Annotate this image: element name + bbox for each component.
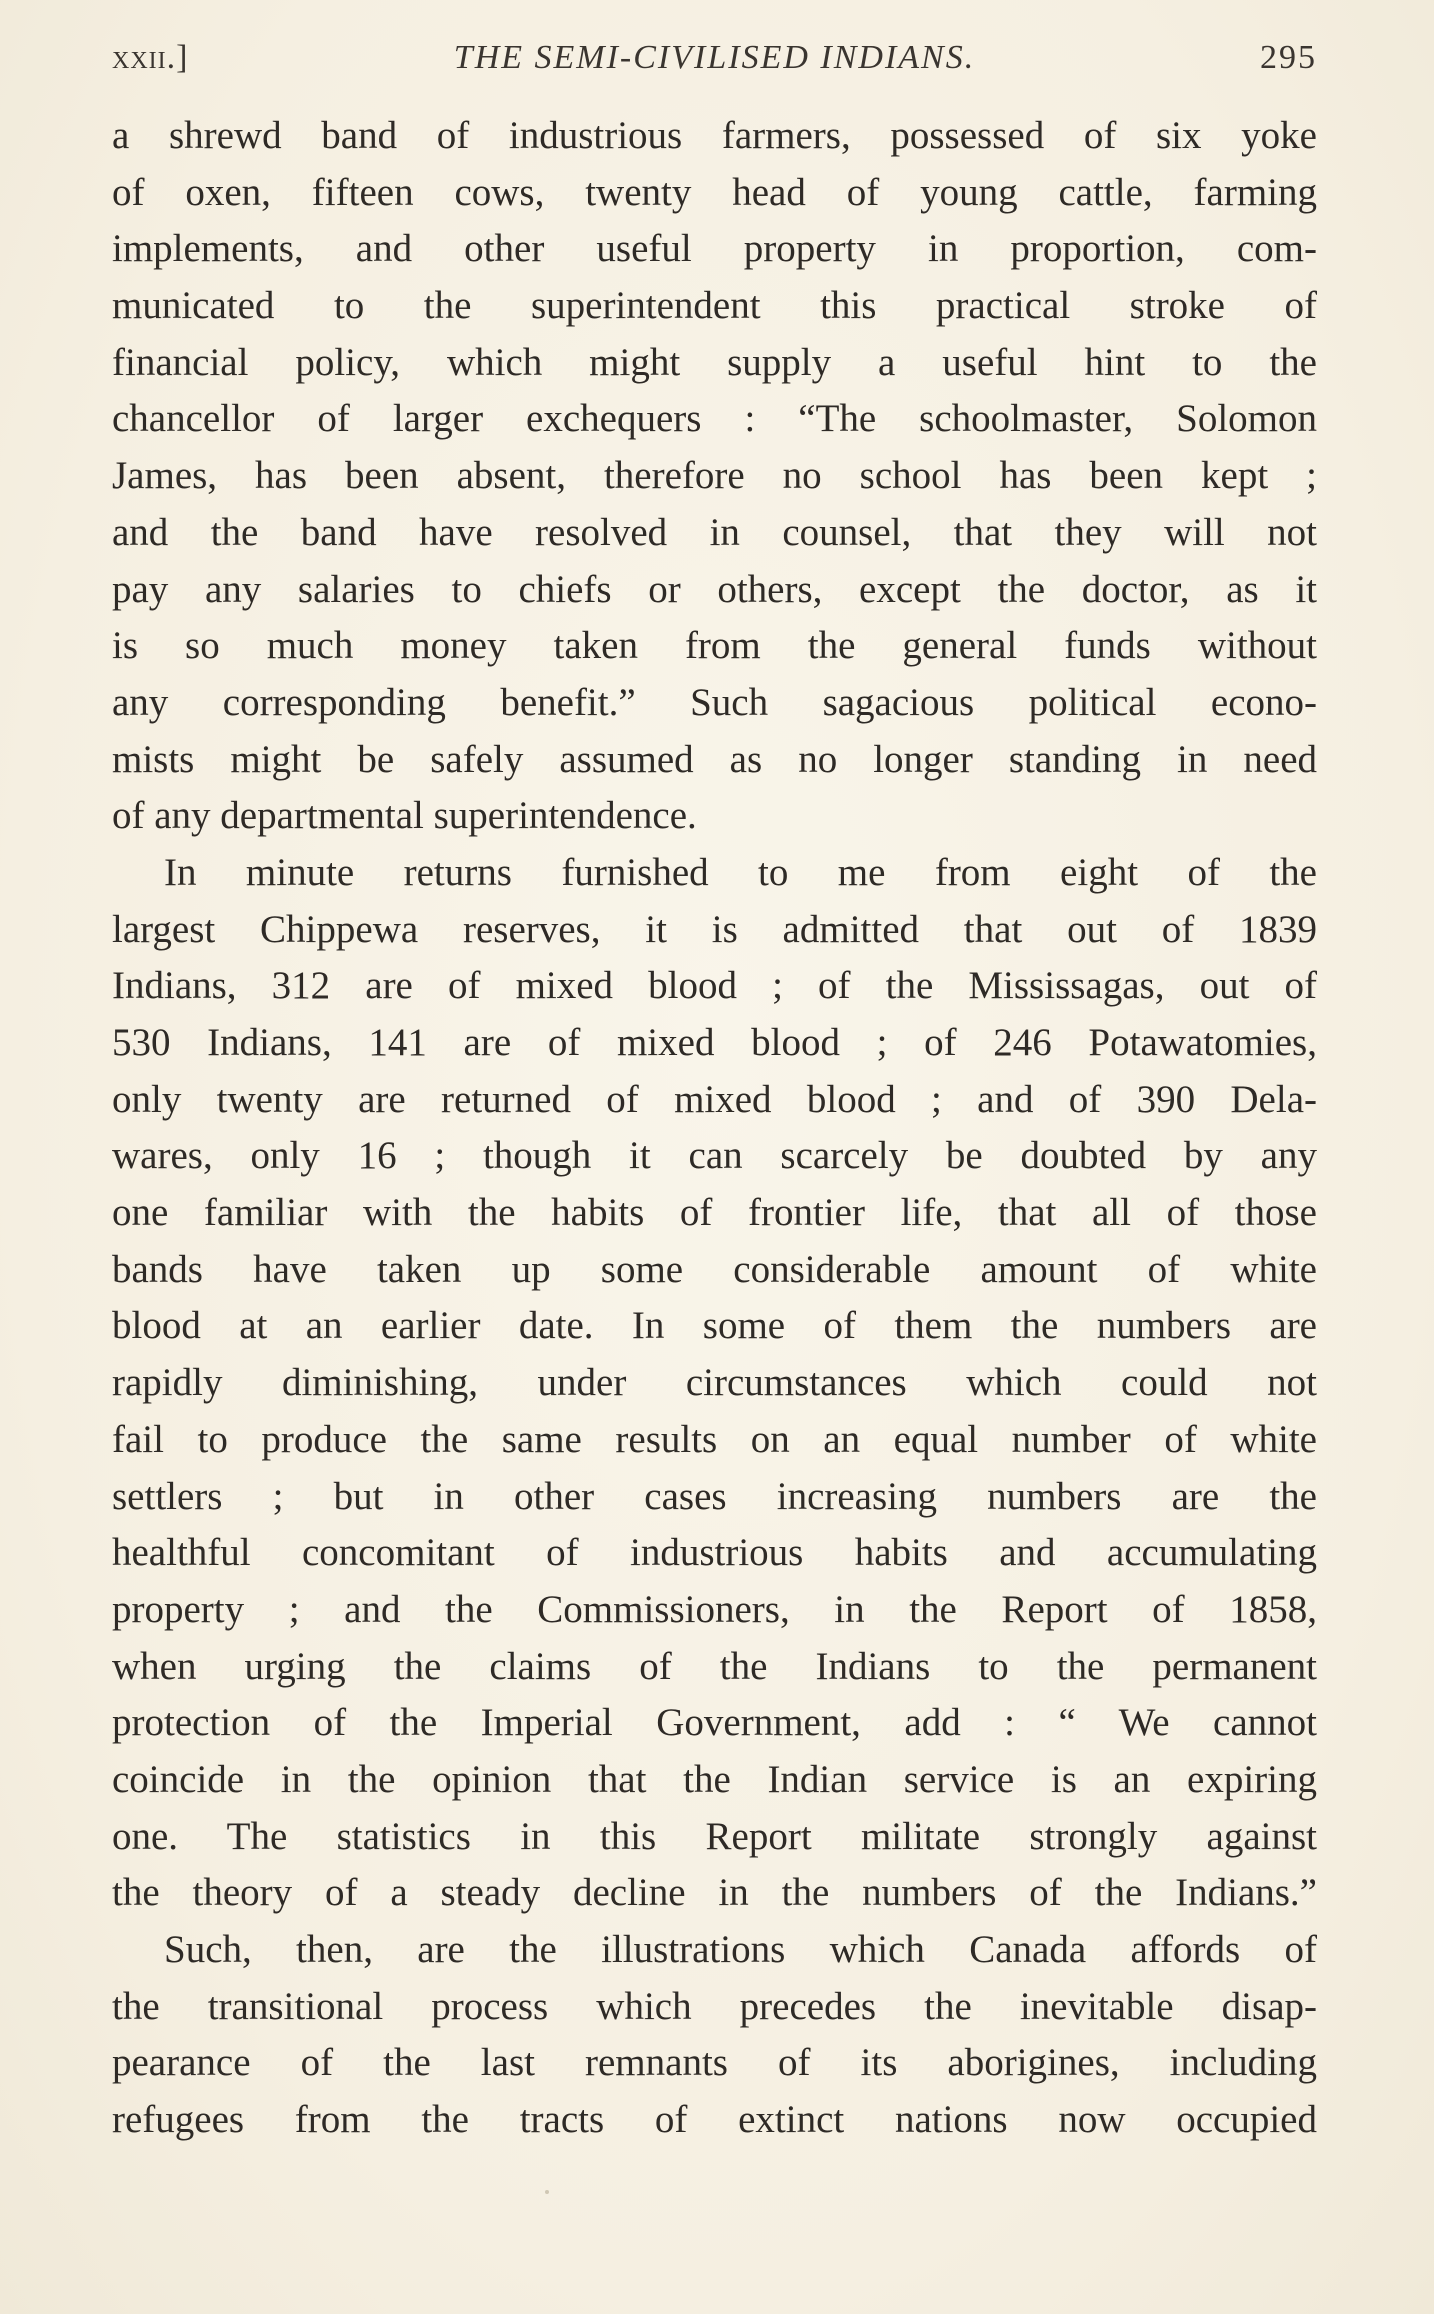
text-line: Indians, 312 are of mixed blood ; of the Mississagas, out of [112, 964, 1317, 1008]
text-line: pay any salaries to chiefs or others, except the doctor, as it [112, 567, 1317, 611]
running-title: THE SEMI-CIVILISED INDIANS. [453, 39, 976, 76]
text-line: municated to the superintendent this practical stroke of [112, 284, 1317, 328]
text-line: a shrewd band of industrious farmers, possessed of six yoke [112, 114, 1317, 157]
text-line: refugees from the tracts of extinct nations now occupied [112, 2098, 1317, 2142]
page-number: 295 [1260, 39, 1317, 76]
text-line: the transitional process which precedes the inevitable disap- [112, 1984, 1317, 2028]
text-line: bands have taken up some considerable amount of white [112, 1247, 1317, 1291]
text-line: protection of the Imperial Government, add : “ We cannot [112, 1701, 1317, 1745]
text-line: fail to produce the same results on an equal number of white [112, 1417, 1317, 1461]
text-line: settlers ; but in other cases increasing numbers are the [112, 1474, 1317, 1518]
paragraph-start-line: In minute returns furnished to me from eight of the [164, 850, 1317, 894]
text-line: financial policy, which might supply a useful hint to the [112, 340, 1317, 384]
text-line: and the band have resolved in counsel, that they will not [112, 510, 1317, 554]
text-line: healthful concomitant of industrious habits and accumulating [112, 1531, 1317, 1575]
text-line: property ; and the Commissioners, in the Report of 1858, [112, 1587, 1317, 1631]
text-line: chancellor of larger exchequers : “The schoolmaster, Solomon [112, 397, 1317, 441]
text-line: mists might be safely assumed as no longer standing in need [112, 737, 1317, 781]
text-line: one. The statistics in this Report militate strongly against [112, 1814, 1317, 1858]
text-line: one familiar with the habits of frontier life, that all of those [112, 1191, 1317, 1235]
paragraph-start-line: Such, then, are the illustrations which Canada affords of [164, 1928, 1317, 1971]
text-line: rapidly diminishing, under circumstances which could not [112, 1361, 1317, 1405]
paper-speck [545, 2190, 549, 2194]
text-line: any corresponding benefit.” Such sagacious political econo- [112, 680, 1317, 724]
text-line: pearance of the last remnants of its aborigines, including [112, 2041, 1317, 2085]
text-line: when urging the claims of the Indians to the permanent [112, 1644, 1317, 1688]
paragraph-end-line: of any departmental superintendence. [112, 794, 697, 838]
text-line: of oxen, fifteen cows, twenty head of young cattle, farming [112, 170, 1317, 214]
paragraph-end-line: the theory of a steady decline in the numbers of the Indians.” [112, 1871, 1317, 1915]
running-head [112, 30, 1317, 86]
text-line: only twenty are returned of mixed blood ; and of 390 Dela- [112, 1077, 1317, 1121]
text-line: James, has been absent, therefore no school has been kept ; [112, 454, 1317, 498]
chapter-number: xxii.] [112, 39, 189, 76]
text-line: wares, only 16 ; though it can scarcely be doubted by any [112, 1134, 1317, 1178]
body-text [112, 108, 1317, 2149]
text-line: 530 Indians, 141 are of mixed blood ; of 246 Potawatomies, [112, 1021, 1317, 1064]
text-line: is so much money taken from the general funds without [112, 624, 1317, 668]
text-line: coincide in the opinion that the Indian service is an expiring [112, 1757, 1317, 1801]
text-line: implements, and other useful property in proportion, com- [112, 227, 1317, 271]
text-line: largest Chippewa reserves, it is admitted that out of 1839 [112, 907, 1317, 951]
text-line: blood at an earlier date. In some of them the numbers are [112, 1304, 1317, 1348]
